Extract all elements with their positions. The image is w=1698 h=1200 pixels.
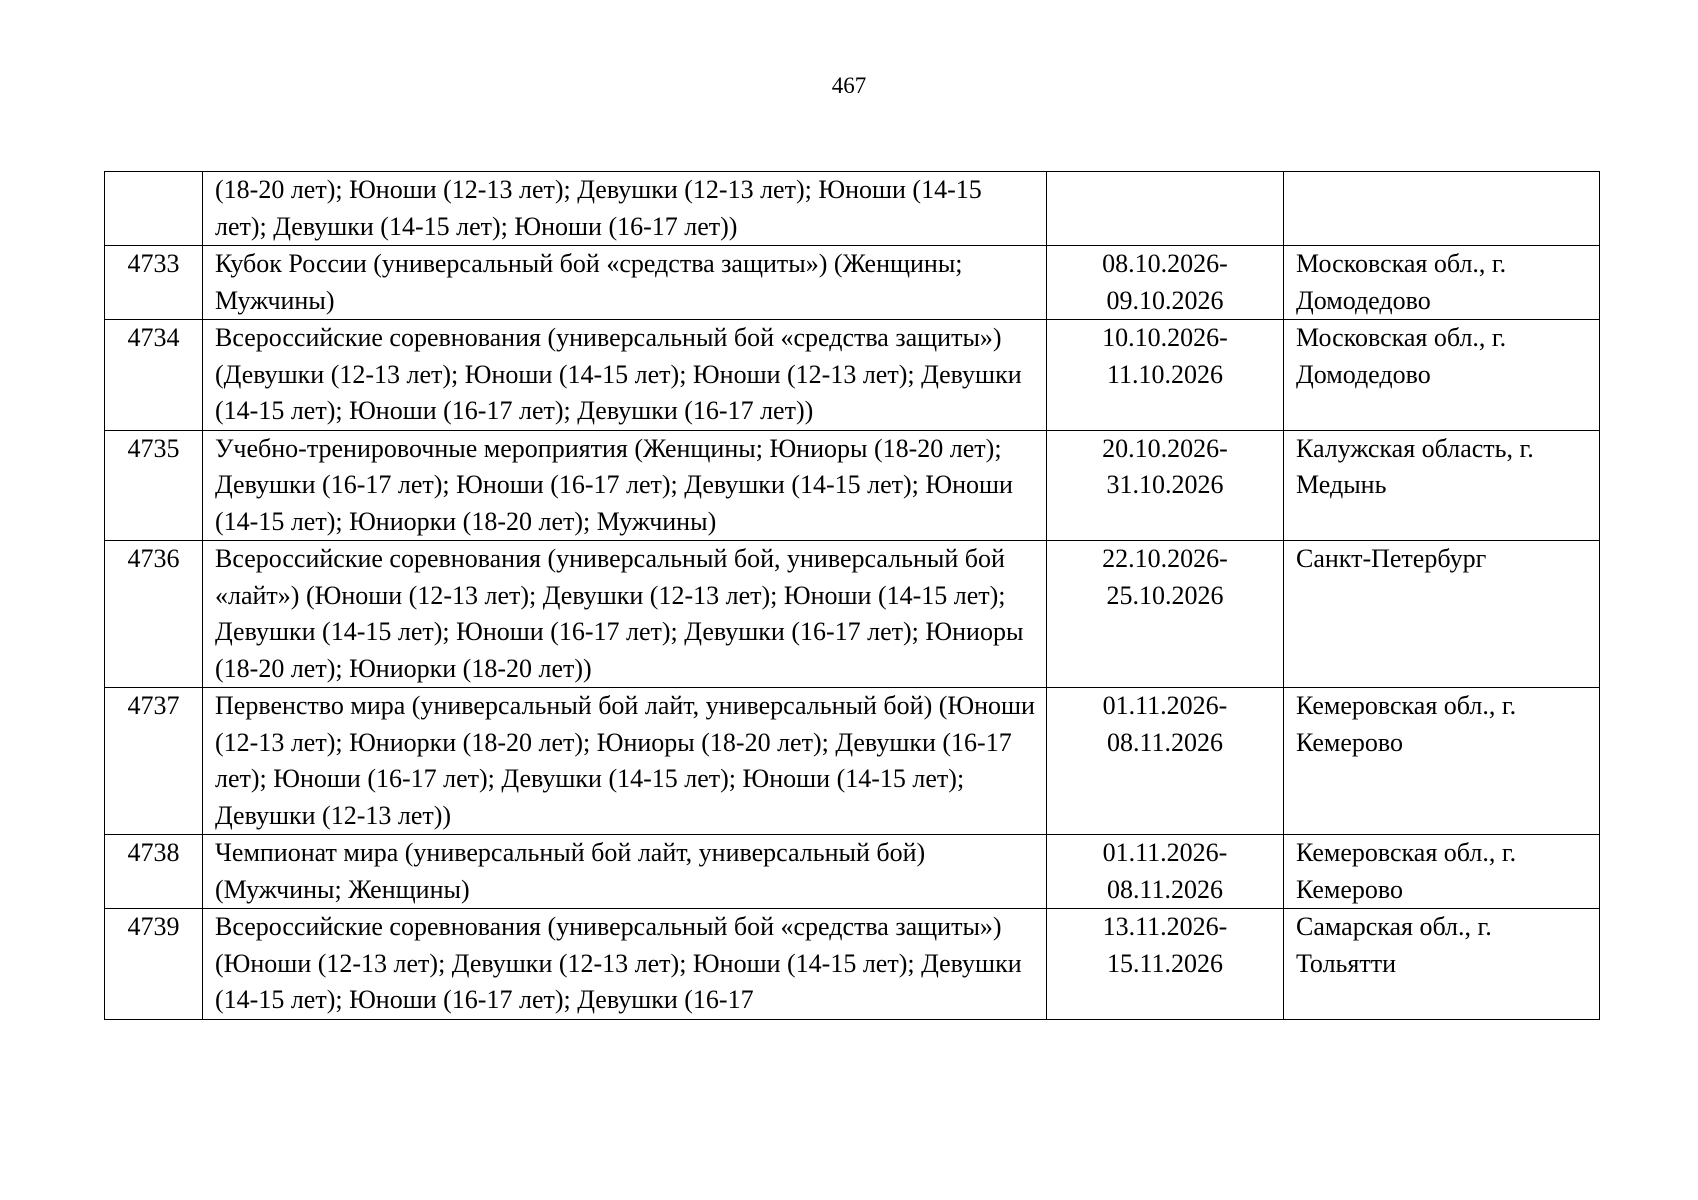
event-dates (1047, 835, 1284, 909)
event-dates (1047, 909, 1284, 1020)
date-start: 01.11.2026- (1102, 691, 1228, 720)
event-place: Кемеровская обл., г. Кемерово (1284, 835, 1600, 909)
table-row (105, 430, 1600, 541)
date-end: 25.10.2026 (1106, 580, 1224, 610)
events-table (104, 171, 1600, 1020)
event-dates (1047, 320, 1284, 431)
event-dates (1047, 172, 1284, 246)
date-end: 08.11.2026 (1106, 727, 1224, 757)
event-number (105, 172, 203, 246)
event-name: Первенство мира (универсальный бой лайт, универсальный бой) (Юноши (12-13 лет); Юниорки (18-20 лет); Юниоры (18-20 лет); Девушки (16-17 лет); Юноши (16-17 лет); Девушки (14-15 лет); Юноши (14-15 лет); Девушки (12-13 лет)) (203, 688, 1047, 835)
page-number: 467 (831, 73, 867, 98)
event-name: Всероссийские соревнования (универсальный бой, универсальный бой «лайт») (Юноши (12-13 лет); Девушки (12-13 лет); Юноши (14-15 лет); Девушки (14-15 лет); Юноши (16-17 лет); Девушки (16-17 лет); Юниоры (18-20 лет); Юниорки (18-20 лет)) (203, 541, 1047, 688)
date-end: 11.10.2026 (1106, 359, 1224, 389)
event-place: Самарская обл., г. Тольятти (1284, 909, 1600, 1020)
event-dates (1047, 246, 1284, 320)
event-number: 4737 (105, 688, 203, 835)
table-row (105, 320, 1600, 431)
event-place (1284, 172, 1600, 246)
event-place: Московская обл., г. Домодедово (1284, 320, 1600, 431)
event-place: Кемеровская обл., г. Кемерово (1284, 688, 1600, 835)
date-end: 31.10.2026 (1106, 470, 1224, 499)
event-dates (1047, 688, 1284, 835)
date-end: 15.11.2026 (1106, 948, 1224, 978)
date-start: 20.10.2026- (1102, 433, 1228, 463)
event-dates (1047, 541, 1284, 688)
date-start: 10.10.2026- (1102, 323, 1228, 352)
event-number: 4733 (105, 246, 203, 320)
table-row (105, 909, 1600, 1020)
event-name: Кубок России (универсальный бой «средства защиты») (Женщины; Мужчины) (203, 246, 1047, 320)
table-row (105, 688, 1600, 835)
date-start: 13.11.2026- (1102, 912, 1228, 941)
date-start: 22.10.2026- (1102, 544, 1228, 573)
event-number: 4734 (105, 320, 203, 431)
table-row (105, 835, 1600, 909)
event-number: 4735 (105, 430, 203, 541)
event-place: Санкт-Петербург (1284, 541, 1600, 688)
date-end: 09.10.2026 (1106, 285, 1224, 315)
table-row (105, 172, 1600, 246)
event-number: 4738 (105, 835, 203, 909)
event-name: Чемпионат мира (универсальный бой лайт, универсальный бой) (Мужчины; Женщины) (203, 835, 1047, 909)
event-name: Всероссийские соревнования (универсальный бой «средства защиты») (Девушки (12-13 лет); Юноши (14-15 лет); Юноши (12-13 лет); Девушки (14-15 лет); Юноши (16-17 лет); Девушки (16-17 лет)) (203, 320, 1047, 431)
date-end: 08.11.2026 (1106, 874, 1224, 904)
event-name: Всероссийские соревнования (универсальный бой «средства защиты») (Юноши (12-13 лет); Девушки (12-13 лет); Юноши (14-15 лет); Девушки (14-15 лет); Юноши (16-17 лет); Девушки (16-17 (203, 909, 1047, 1020)
event-place: Московская обл., г. Домодедово (1284, 246, 1600, 320)
event-number: 4736 (105, 541, 203, 688)
event-number: 4739 (105, 909, 203, 1020)
date-start: 01.11.2026- (1102, 838, 1228, 867)
event-name: Учебно-тренировочные мероприятия (Женщины; Юниоры (18-20 лет); Девушки (16-17 лет); Юноши (16-17 лет); Девушки (14-15 лет); Юноши (14-15 лет); Юниорки (18-20 лет); Мужчины) (203, 430, 1047, 541)
event-dates (1047, 430, 1284, 541)
date-start: 08.10.2026- (1102, 249, 1228, 278)
table-row (105, 246, 1600, 320)
event-place: Калужская область, г. Медынь (1284, 430, 1600, 541)
event-name: (18-20 лет); Юноши (12-13 лет); Девушки (12-13 лет); Юноши (14-15 лет); Девушки (14-15 лет); Юноши (16-17 лет)) (203, 172, 1047, 246)
table-row (105, 541, 1600, 688)
